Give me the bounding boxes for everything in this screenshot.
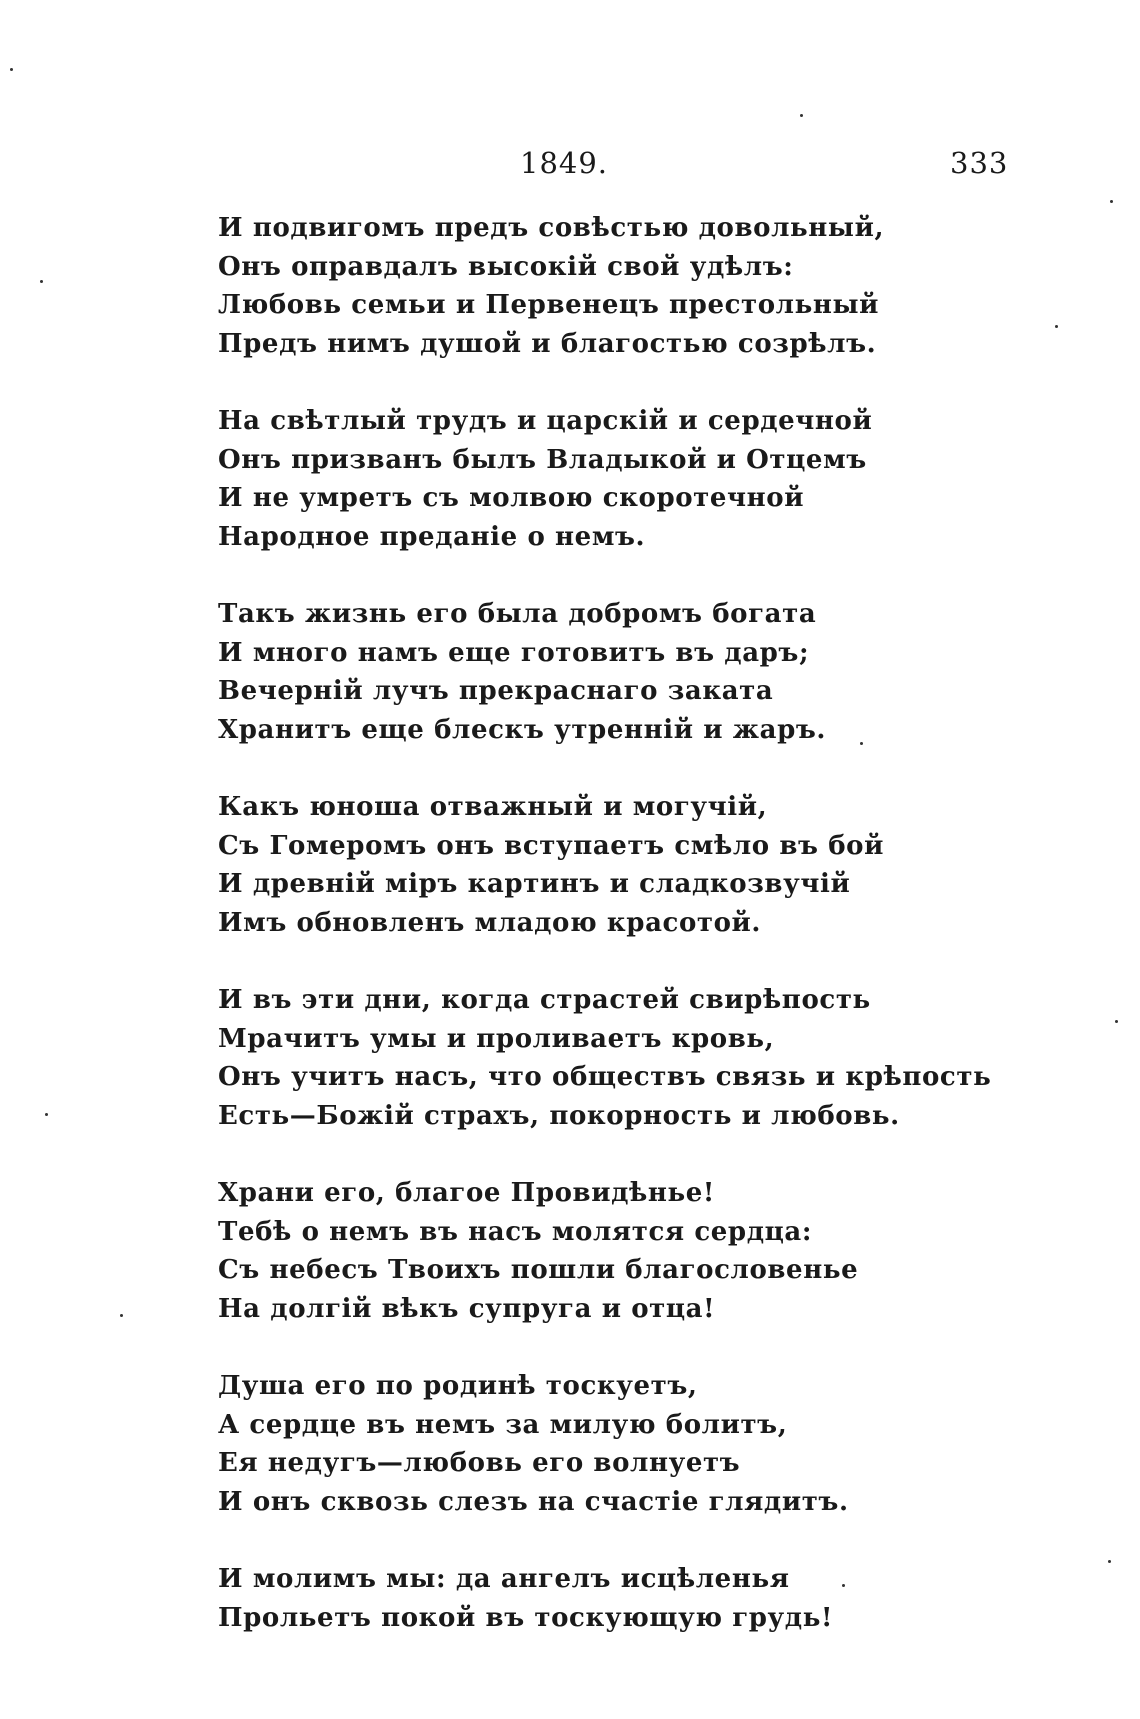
poem-line: Онъ оправдалъ высокій свой удѣлъ: xyxy=(218,251,794,282)
poem-line: Любовь семьи и Первенецъ престольный xyxy=(218,290,880,320)
scan-speck xyxy=(800,114,803,117)
poem-line: Храни его, благое Провидѣнье! xyxy=(218,1178,715,1208)
scan-speck xyxy=(842,1584,845,1587)
stanza-4 xyxy=(218,788,1038,942)
scan-speck xyxy=(45,1113,48,1116)
stanza-5 xyxy=(218,981,1038,1135)
poem-line: Какъ юноша отважный и могучій, xyxy=(218,792,768,822)
scan-speck xyxy=(120,1314,123,1317)
scan-speck xyxy=(1115,1020,1118,1023)
poem-line: Онъ учитъ насъ, что обществъ связь и крѣпость xyxy=(218,1062,992,1092)
year-heading: 1849. xyxy=(520,146,609,180)
page-number: 333 xyxy=(950,146,1009,180)
stanza-1 xyxy=(218,209,1038,363)
poem-line: Съ небесъ Твоихъ пошли благословенье xyxy=(218,1255,859,1285)
stanza-7 xyxy=(218,1367,1038,1521)
poem-line: И не умретъ съ молвою скоротечной xyxy=(218,483,805,513)
scan-speck xyxy=(860,742,863,745)
poem-line: Душа его по родинѣ тоскуетъ, xyxy=(218,1371,698,1401)
poem xyxy=(218,209,1038,1637)
poem-line: И молимъ мы: да ангелъ исцѣленья xyxy=(218,1564,790,1594)
poem-line: И подвигомъ предъ совѣстью довольный, xyxy=(218,213,885,243)
poem-line: Имъ обновленъ младою красотой. xyxy=(218,907,762,938)
scan-speck xyxy=(1110,200,1113,203)
poem-line: А сердце въ немъ за милую болитъ, xyxy=(218,1409,788,1440)
poem-line: Съ Гомеромъ онъ вступаетъ смѣло въ бой xyxy=(218,830,885,861)
poem-line: Хранитъ еще блескъ утренній и жаръ. xyxy=(218,714,827,745)
poem-line: Тебѣ о немъ въ насъ молятся сердца: xyxy=(218,1216,813,1247)
poem-line: Такъ жизнь его была добромъ богата xyxy=(218,599,817,629)
stanza-8 xyxy=(218,1560,1038,1637)
poem-line: На свѣтлый трудъ и царскій и сердечной xyxy=(218,406,873,436)
poem-line: Вечерній лучъ прекраснаго заката xyxy=(218,676,774,706)
poem-line: На долгій вѣкъ супруга и отца! xyxy=(218,1293,716,1324)
poem-line: Предъ нимъ душой и благостью созрѣлъ. xyxy=(218,328,877,359)
poem-line: Онъ призванъ былъ Владыкой и Отцемъ xyxy=(218,444,867,475)
poem-line: Прольетъ покой въ тоскующую грудь! xyxy=(218,1602,833,1633)
stanza-2 xyxy=(218,402,1038,556)
poem-line: И онъ сквозь слезъ на счастіе глядитъ. xyxy=(218,1486,849,1517)
page-header xyxy=(0,146,1140,186)
scan-speck xyxy=(40,280,43,283)
scan-speck xyxy=(1108,1560,1111,1563)
stanza-3 xyxy=(218,595,1038,749)
scan-speck xyxy=(1055,325,1058,328)
poem-line: Есть—Божій страхъ, покорность и любовь. xyxy=(218,1100,900,1131)
poem-line: Ея недугъ—любовь его волнуетъ xyxy=(218,1448,741,1478)
poem-line: Народное преданіе о немъ. xyxy=(218,521,646,552)
poem-line: И древній міръ картинъ и сладкозвучій xyxy=(218,869,851,899)
scan-speck xyxy=(10,68,13,71)
poem-line: Мрачитъ умы и проливаетъ кровь, xyxy=(218,1023,775,1054)
poem-line: И въ эти дни, когда страстей свирѣпость xyxy=(218,985,871,1015)
poem-line: И много намъ еще готовитъ въ даръ; xyxy=(218,637,810,668)
stanza-6 xyxy=(218,1174,1038,1328)
